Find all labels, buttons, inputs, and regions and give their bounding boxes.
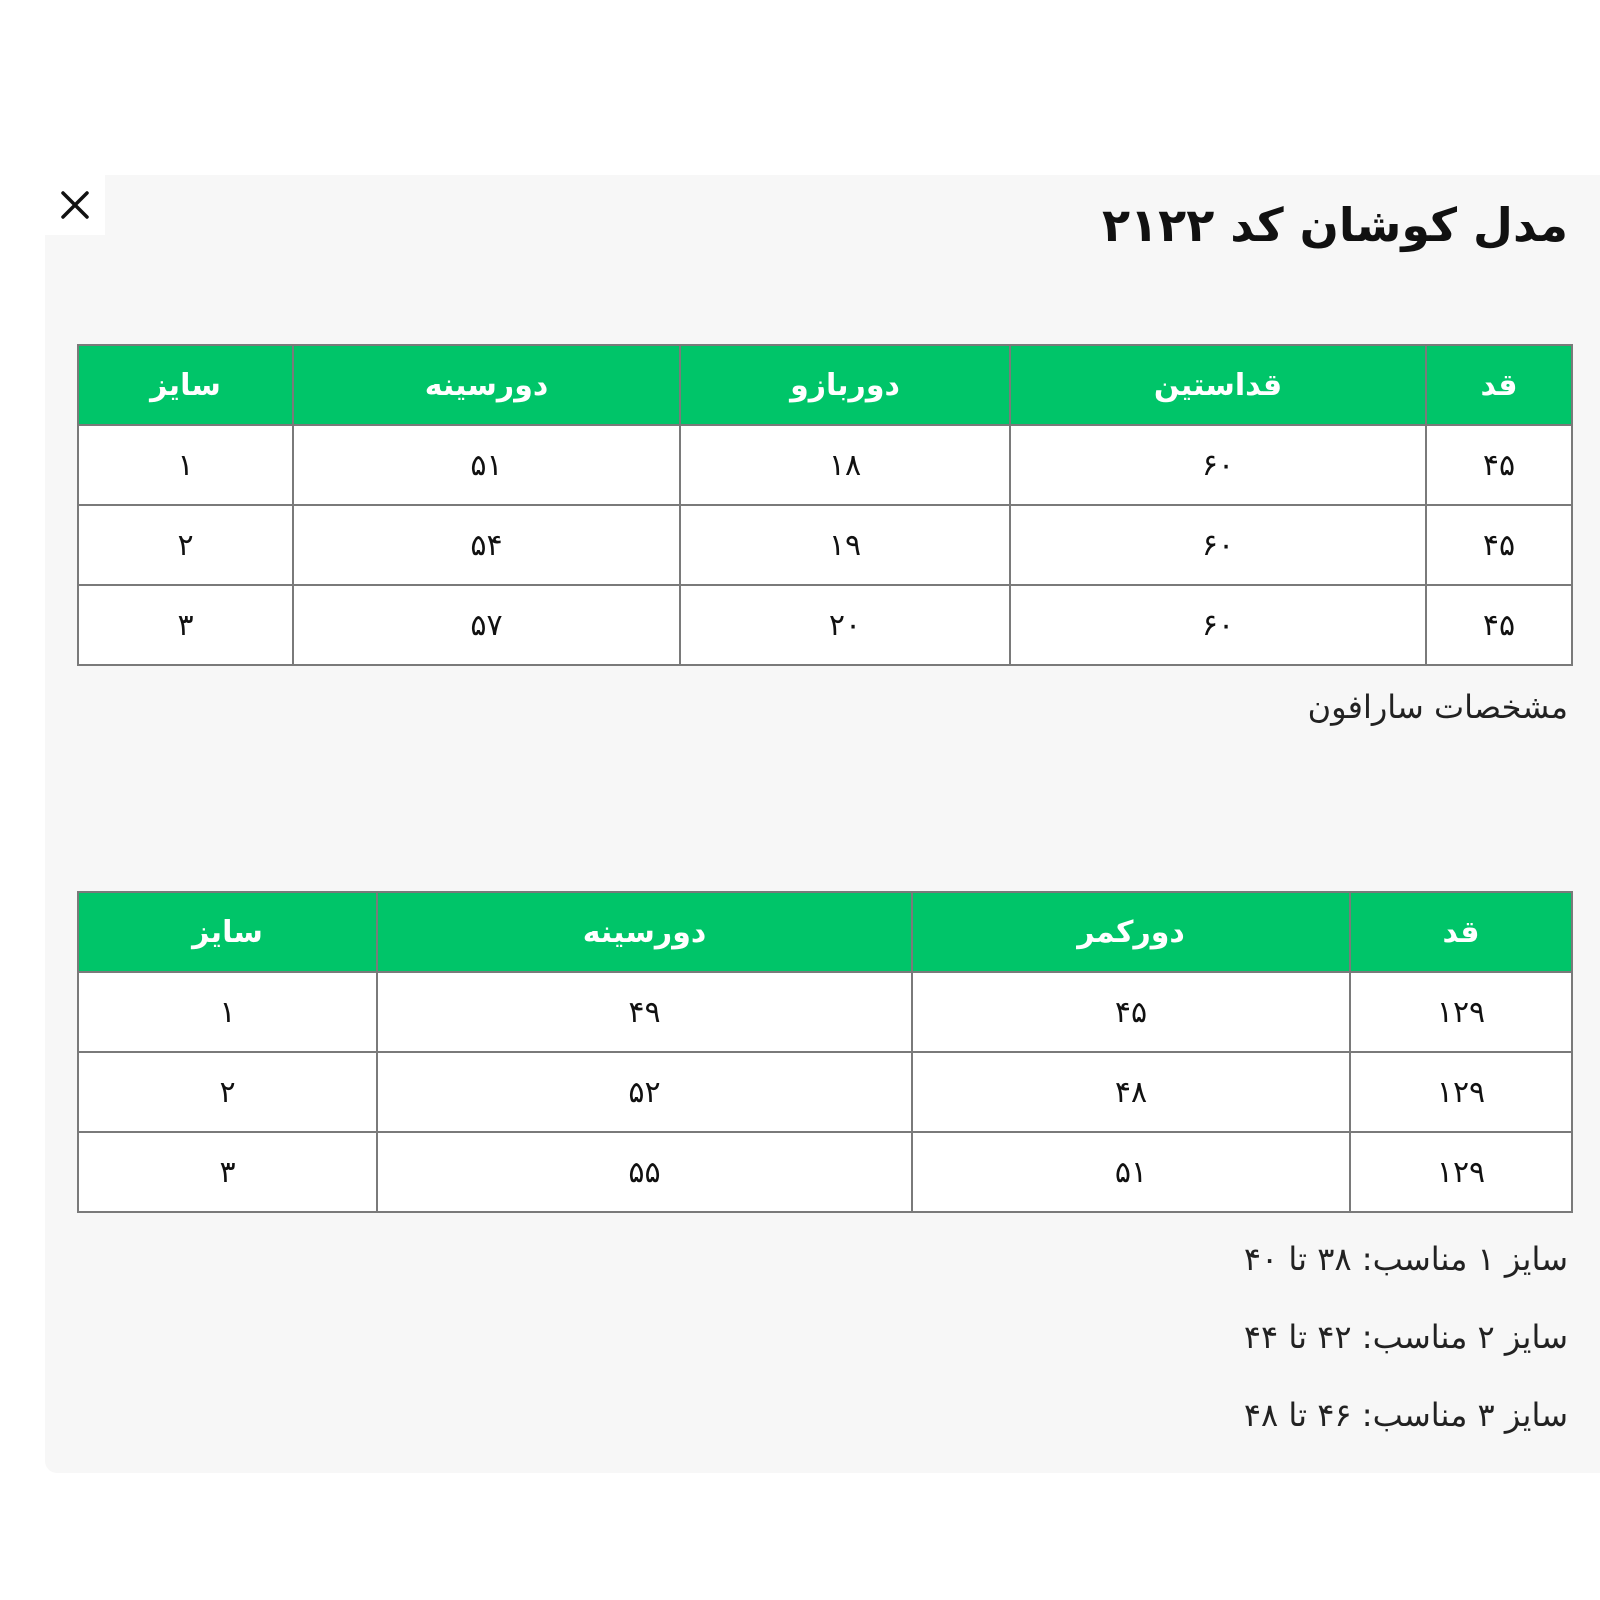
table-cell: ۶۰ [1010,425,1426,505]
table-cell: ۱۹ [680,505,1010,585]
size-note-1: سایز ۱ مناسب: ۳۸ تا ۴۰ [1243,1240,1568,1278]
table-row [78,972,1572,1052]
table-cell: ۲ [78,1052,377,1132]
size-table-bottom [77,891,1573,1213]
column-header: دورکمر [912,892,1350,972]
table-header-row [78,345,1572,425]
column-header: قداستین [1010,345,1426,425]
size-table-top [77,344,1573,666]
close-icon [60,190,90,220]
modal-title: مدل کوشان کد ۲۱۲۲ [1101,198,1568,252]
table-row [78,1052,1572,1132]
close-button[interactable] [45,175,105,235]
table-row [78,585,1572,665]
table-cell: ۴۸ [912,1052,1350,1132]
column-header: قد [1350,892,1572,972]
column-header: دوربازو [680,345,1010,425]
table-cell: ۵۴ [293,505,680,585]
table-row [78,425,1572,505]
table-cell: ۵۱ [912,1132,1350,1212]
column-header: دورسینه [377,892,912,972]
section-caption: مشخصات سارافون [1307,688,1568,726]
table-cell: ۲۰ [680,585,1010,665]
table-cell: ۵۱ [293,425,680,505]
table-cell: ۶۰ [1010,585,1426,665]
table-cell: ۶۰ [1010,505,1426,585]
table-cell: ۱۸ [680,425,1010,505]
table-cell: ۴۵ [1426,585,1572,665]
table-cell: ۳ [78,1132,377,1212]
size-note-3: سایز ۳ مناسب: ۴۶ تا ۴۸ [1243,1396,1568,1434]
table-cell: ۱۲۹ [1350,1132,1572,1212]
table-cell: ۴۹ [377,972,912,1052]
table-header-row [78,892,1572,972]
column-header: قد [1426,345,1572,425]
table-cell: ۳ [78,585,293,665]
table-row [78,505,1572,585]
column-header: دورسینه [293,345,680,425]
table-cell: ۵۷ [293,585,680,665]
table-cell: ۱ [78,425,293,505]
table-cell: ۴۵ [1426,505,1572,585]
table-cell: ۵۲ [377,1052,912,1132]
table-cell: ۱۲۹ [1350,972,1572,1052]
table-cell: ۲ [78,505,293,585]
column-header: سایز [78,345,293,425]
table-cell: ۱ [78,972,377,1052]
column-header: سایز [78,892,377,972]
table-row [78,1132,1572,1212]
size-note-2: سایز ۲ مناسب: ۴۲ تا ۴۴ [1243,1318,1568,1356]
table-cell: ۵۵ [377,1132,912,1212]
table-cell: ۴۵ [1426,425,1572,505]
table-cell: ۱۲۹ [1350,1052,1572,1132]
table-cell: ۴۵ [912,972,1350,1052]
